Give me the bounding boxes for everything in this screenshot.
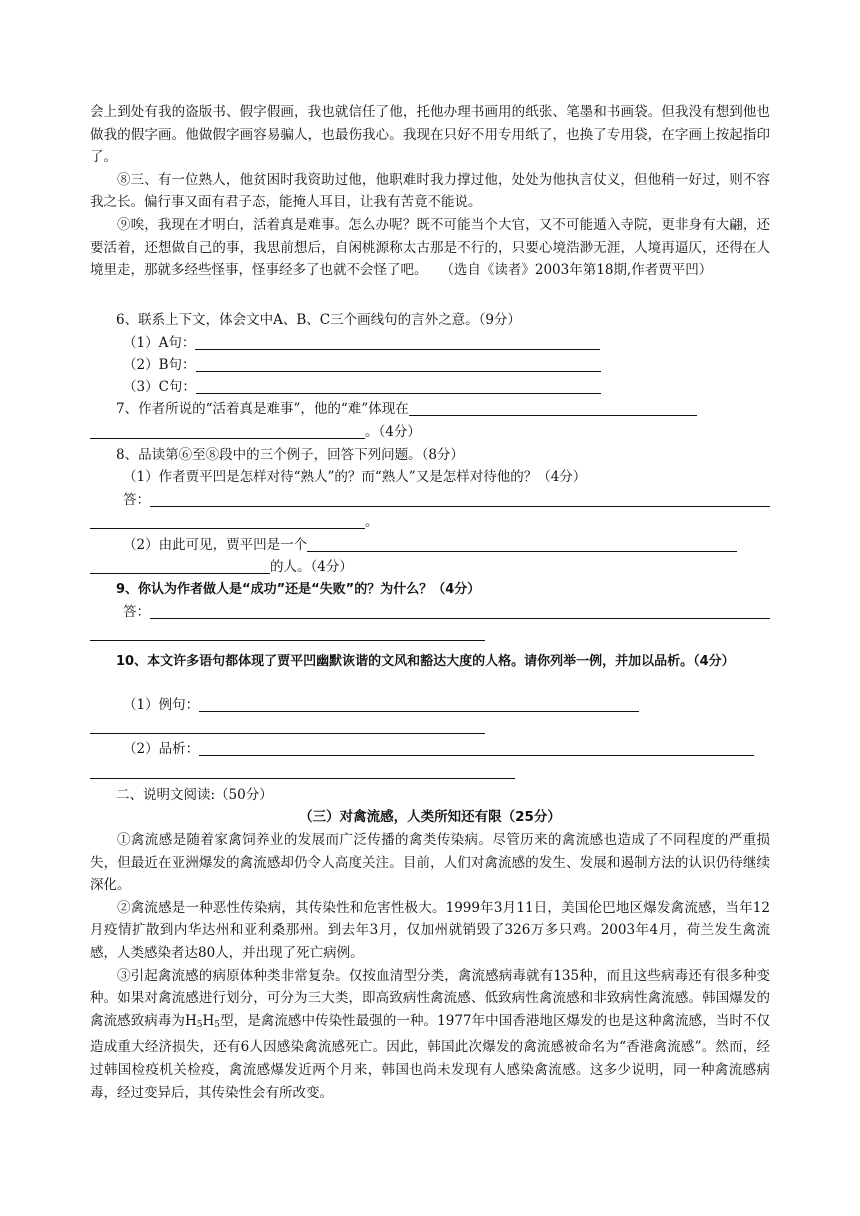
question-10-1-label: （1）例句： — [123, 697, 200, 713]
source-note: （选自《读者》2003年第18期,作者贾平凹） — [440, 262, 713, 279]
question-7 — [116, 398, 796, 421]
paragraph-3-part-a: ③引起禽流感的病原体种类非常复杂。仅按血清型分类，禽流感病毒就有135种，而且这些病毒还有很多种变种。如果对禽流感进行划分，可分为三大类，即高致病性禽流感、低致病性禽流感和非致病性禽流感。韩国爆发的禽流感致病毒为H — [90, 967, 770, 1029]
answer-label: 答： — [123, 604, 150, 620]
answer-line-10-1a[interactable] — [199, 696, 639, 712]
question-8-2-end: 的人。（4分） — [270, 559, 353, 575]
subscript-1: 5 — [196, 1019, 203, 1030]
question-7-text: 7、作者所说的“活着真是难事”，他的“难”体现在 — [116, 401, 409, 417]
article-body — [90, 829, 770, 1104]
question-10-2-cont — [90, 761, 770, 784]
question-8-1: （1）作者贾平凹是怎样对待“熟人”的？而“熟人”又是怎样对待他的？（4分） — [123, 469, 587, 485]
question-9-answer — [123, 601, 803, 624]
answer-line-6c[interactable] — [196, 378, 601, 394]
paragraph-8: ⑧三、有一位熟人，他贫困时我资助过他，他职难时我力撑过他，处处为他执言仗义，但他稍一好过，则不容我之长。偏行事又面有君子态，能掩人耳目，让我有苦竟不能说。 — [90, 171, 770, 211]
subscript-2: 5 — [214, 1019, 220, 1030]
article-paragraph-3 — [90, 965, 770, 1105]
section-2-heading: 二、说明文阅读:（50分） — [116, 787, 273, 803]
question-7-cont — [90, 421, 770, 444]
answer-line-6a[interactable] — [195, 334, 600, 350]
answer-line-7b[interactable] — [90, 423, 365, 439]
question-6-a — [123, 332, 803, 355]
answer-line-6b[interactable] — [196, 356, 601, 372]
question-8-1-answer-cont — [90, 511, 770, 534]
answer-line-10-1b[interactable] — [90, 718, 485, 734]
question-10-1 — [123, 694, 803, 717]
article-paragraph-1: ①禽流感是随着家禽饲养业的发展而广泛传播的禽类传染病。尽管历来的禽流感也造成了不同程度的严重损失，但最近在亚洲爆发的禽流感却仍令人高度关注。目前，人们对禽流感的发生、发展和遏制方法的认识仍待继续深化。 — [90, 832, 770, 894]
paragraph-7-tail: 会上到处有我的盗版书、假字假画，我也就信任了他，托他办理书画用的纸张、笔墨和书画袋。但我没有想到他也做我的假字画。他做假字画容易骗人，也最伤我心。我现在只好不用专用纸了，也换了专用袋，在字画上按起指印了。 — [90, 104, 770, 166]
question-10-1-cont — [90, 716, 770, 739]
question-10-2-label: （2）品析： — [123, 741, 200, 757]
question-10: 10、本文许多语句都体现了贾平凹幽默诙谐的文风和豁达大度的人格。请你列举一例，并加以品析。（4分） — [116, 654, 735, 669]
answer-line-7a[interactable] — [409, 400, 697, 416]
paragraph-3-part-b: H — [202, 1012, 215, 1029]
question-8-2 — [123, 534, 803, 557]
answer-line-9b[interactable] — [90, 625, 485, 641]
question-9: 9、你认为作者做人是“成功”还是“失败”的？为什么？（4分） — [116, 582, 481, 597]
question-8-2-text: （2）由此可见，贾平凹是一个 — [123, 537, 308, 553]
question-6-c-label: （3）C句： — [123, 379, 196, 395]
question-10-2 — [123, 738, 803, 761]
answer-line-10-2b[interactable] — [90, 763, 515, 779]
question-6-b-label: （2）B句： — [123, 357, 196, 373]
question-6: 6、联系上下文，体会文中A、B、C三个画线句的言外之意。（9分） — [116, 312, 521, 328]
answer-line-8-1b[interactable] — [90, 513, 365, 529]
answer-label: 答： — [123, 492, 150, 508]
question-6-a-label: （1）A句： — [123, 335, 196, 351]
question-9-answer-cont — [90, 623, 770, 646]
question-6-c — [123, 376, 803, 399]
question-8-1-answer — [123, 489, 803, 512]
answer-line-8-2a[interactable] — [307, 536, 737, 552]
paragraph-9-text: ⑨唉，我现在才明白，活着真是难事。怎么办呢？既不可能当个大官，又不可能遁入寺院，更非身有大翩，还要活着，还想做自己的事，我思前想后，自闲桃源称太古那是不行的，只要心境浩渺无涯，人境再逼仄，还得在人境里走，那就多经些怪事，怪事经多了也就不会怪了吧。 — [90, 216, 770, 279]
answer-line-10-2a[interactable] — [199, 740, 754, 756]
period: 。 — [365, 514, 379, 530]
question-8-2-cont — [90, 556, 770, 579]
paragraph-9 — [90, 214, 770, 282]
question-7-end: 。（4分） — [365, 424, 421, 440]
article-paragraph-2: ②禽流感是一种恶性传染病，其传染性和危害性极大。1999年3月11日，美国伦巴地区爆发禽流感，当年12月疫情扩散到内华达州和亚利桑那州。到去年3月，仅加州就销毁了326万多只鸡。2003年4月，荷兰发生禽流感，人类感染者达80人，并出现了死亡病例。 — [90, 899, 770, 961]
question-6-b — [123, 354, 803, 377]
passage-continuation — [90, 101, 770, 282]
question-8: 8、品读第⑥至⑧段中的三个例子，回答下列问题。（8分） — [116, 447, 464, 463]
answer-line-8-1a[interactable] — [150, 491, 770, 507]
answer-line-8-2b[interactable] — [90, 558, 270, 574]
article-title: （三）对禽流感，人类所知还有限（25分） — [299, 809, 561, 825]
paragraph-3-part-c: 型，是禽流感中传染性最强的一种。1977年中国香港地区爆发的也是这种禽流感，当时不仅造成重大经济损失，还有6人因感染禽流感死亡。因此，韩国此次爆发的禽流感被命名为“香港禽流感”。然而，经过韩国检疫机关检疫，禽流感爆发近两个月来，韩国也尚未发现有人感染禽流感。这多少说明，同一种禽流感病毒，经过变异后，其传染性会有所改变。 — [90, 1012, 770, 1101]
answer-line-9a[interactable] — [150, 603, 770, 619]
